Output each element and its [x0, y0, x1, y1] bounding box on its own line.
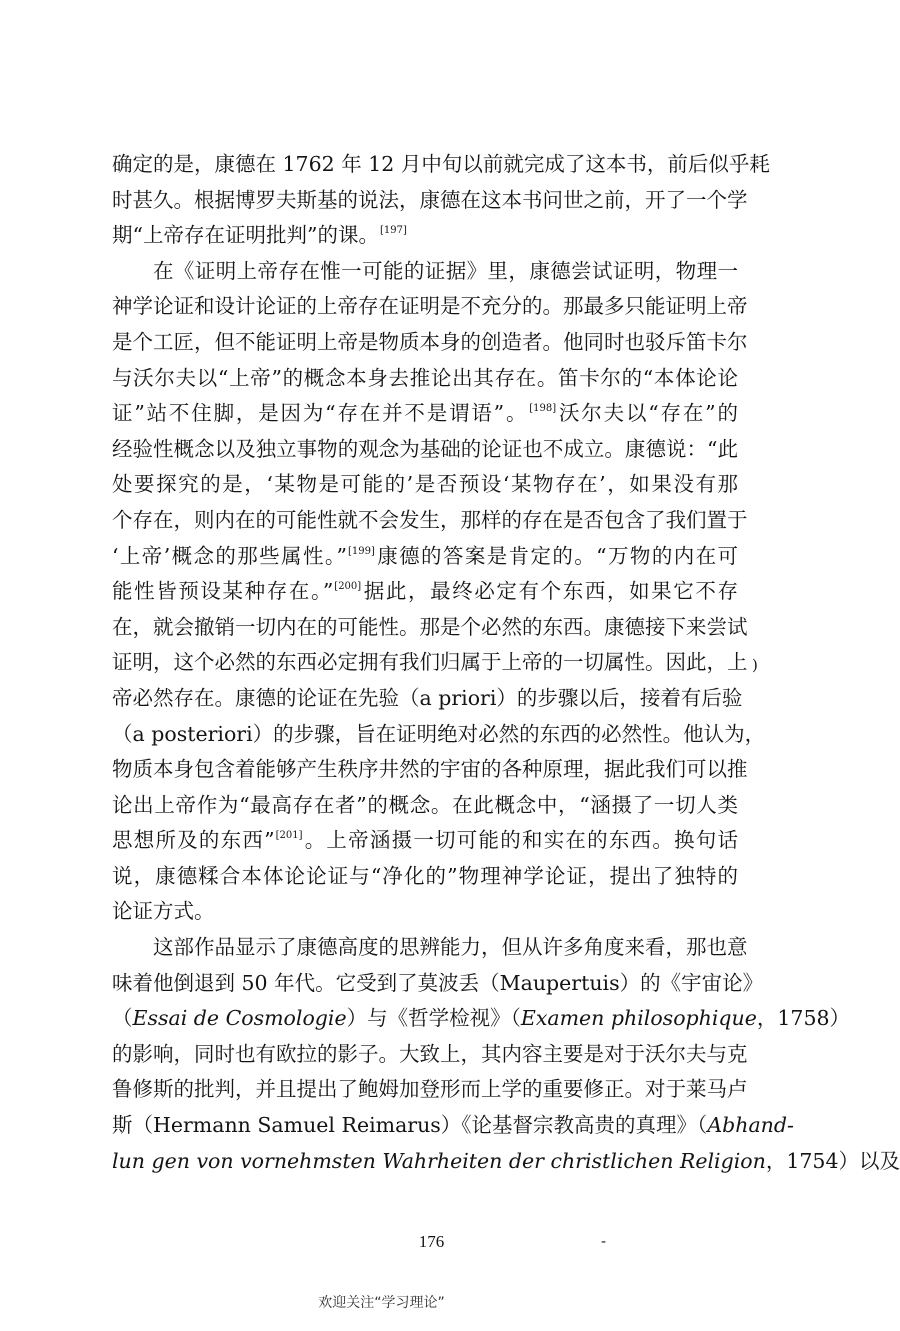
stray-mark: - — [601, 1232, 607, 1250]
text-run: 。上帝涵摄一切可能的和实在的东西。换句话 — [303, 828, 739, 853]
text-run: ）与《哲学检视》（ — [346, 1006, 521, 1031]
text-line — [112, 681, 743, 717]
text-run: 能性皆预设某种存在。” — [112, 579, 334, 604]
text-run: 神学论证和设计论证的上帝存在证明是不充分的。那最多只能证明上帝 — [112, 294, 748, 319]
text-line — [112, 503, 748, 539]
text-run: 思想所及的东西” — [112, 828, 275, 853]
text-run: （a posteriori）的步骤，旨在证明绝对必然的东西的必然性。他认为， — [112, 721, 766, 746]
italic-title: Examen philosophique — [520, 1006, 757, 1031]
text-line — [112, 361, 738, 397]
text-line — [112, 1144, 900, 1180]
text-line — [112, 645, 748, 681]
text-run: 与沃尔夫以“上帝”的概念本身去推论出其存在。笛卡尔的“本体论论 — [112, 365, 738, 390]
text-run: 物质本身包含着能够产生秩序井然的宇宙的各种原理，据此我们可以推 — [112, 757, 748, 782]
footnote-marker: [200] — [334, 581, 362, 593]
text-run: 论证方式。 — [112, 899, 215, 924]
text-run: 沃尔夫以“存在”的 — [557, 401, 738, 426]
text-run: 说，康德糅合本体论论证与“净化的”物理神学论证，提出了独特的 — [112, 863, 738, 888]
margin-mark: ) — [752, 656, 758, 674]
text-run: 时甚久。根据博罗夫斯基的说法，康德在这本书问世之前，开了一个学 — [112, 187, 748, 212]
italic-title: Essai de Cosmologie — [132, 1006, 347, 1031]
text-run: 论出上帝作为“最高存在者”的概念。在此概念中，“涵摄了一切人类 — [112, 792, 738, 817]
italic-title: Abhand- — [707, 1113, 794, 1138]
text-line — [112, 396, 738, 432]
footnote-marker: [197] — [379, 225, 407, 237]
footer-watermark: 欢迎关注“学习理论” — [318, 1295, 445, 1311]
text-line — [112, 183, 748, 219]
text-run: 康德的答案是肯定的。“万物的内在可 — [375, 543, 738, 568]
text-run: 证明，这个必然的东西必定拥有我们归属于上帝的一切属性。因此，上 — [112, 650, 748, 675]
text-run: 帝必然存在。康德的论证在先验（a priori）的步骤以后，接着有后验 — [112, 685, 743, 710]
text-line — [112, 539, 738, 575]
text-run: 确定的是，康德在 1762 年 12 月中旬以前就完成了这本书，前后似乎耗 — [112, 152, 770, 176]
footnote-marker: [199] — [347, 545, 375, 557]
text-run: 据此，最终必定有个东西，如果它不存 — [362, 579, 738, 604]
text-line — [112, 859, 738, 895]
text-run: 在《证明上帝存在惟一可能的证据》里，康德尝试证明，物理一 — [153, 258, 738, 283]
text-run: 的影响，同时也有欧拉的影子。大致上，其内容主要是对于沃尔夫与克 — [112, 1041, 748, 1066]
text-run: 这部作品显示了康德高度的思辨能力，但从许多角度来看，那也意 — [153, 935, 748, 960]
text-line — [112, 1072, 748, 1108]
text-line — [112, 717, 766, 753]
text-line — [112, 930, 748, 966]
text-line — [112, 752, 748, 788]
text-run: 处要探究的是，‘某物是可能的’是否预设‘某物存在’，如果没有那 — [112, 472, 738, 497]
footnote-marker: [201] — [275, 830, 303, 842]
text-run: （ — [112, 1006, 133, 1031]
text-line — [112, 823, 738, 859]
text-run: 证”站不住脚，是因为“存在并不是谓语”。 — [112, 401, 529, 426]
page-number: 176 — [418, 1232, 445, 1251]
text-run: 斯（Hermann Samuel Reimarus）《论基督宗教高贵的真理》（ — [112, 1113, 708, 1138]
text-line — [112, 467, 738, 503]
text-run: 经验性概念以及独立事物的观念为基础的论证也不成立。康德说：“此 — [112, 436, 738, 461]
footnote-marker: [198] — [529, 403, 557, 415]
text-run: ‘上帝’概念的那些属性。” — [112, 543, 347, 568]
text-line — [112, 574, 738, 610]
text-line — [112, 1037, 748, 1073]
text-run: ，1758） — [756, 1006, 851, 1031]
text-run: 在，就会撤销一切内在的可能性。那是个必然的东西。康德接下来尝试 — [112, 614, 748, 639]
text-line — [112, 432, 738, 468]
text-line — [112, 289, 748, 325]
text-run: 鲁修斯的批判，并且提出了鲍姆加登形而上学的重要修正。对于莱马卢 — [112, 1077, 748, 1102]
text-line — [112, 1108, 794, 1144]
text-run: 味着他倒退到 50 年代。它受到了莫波丢（Maupertuis）的《宇宙论》 — [112, 970, 764, 995]
text-run: 是个工匠，但不能证明上帝是物质本身的创造者。他同时也驳斥笛卡尔 — [112, 329, 748, 354]
text-line — [112, 894, 738, 930]
text-line — [112, 325, 748, 361]
text-line — [112, 218, 738, 254]
text-line — [112, 788, 738, 824]
text-run: 个存在，则内在的可能性就不会发生，那样的存在是否包含了我们置于 — [112, 507, 748, 532]
text-line — [112, 254, 738, 290]
body-text — [112, 147, 900, 1179]
italic-title: lun gen von vornehmsten Wahrheiten der christlichen Religion — [112, 1148, 766, 1173]
text-line — [112, 966, 764, 1002]
text-run: ，1754）以及 — [765, 1148, 900, 1173]
text-line — [112, 610, 748, 646]
text-line — [112, 1001, 851, 1037]
text-run: 期“上帝存在证明批判”的课。 — [112, 223, 379, 248]
text-line — [112, 147, 770, 183]
